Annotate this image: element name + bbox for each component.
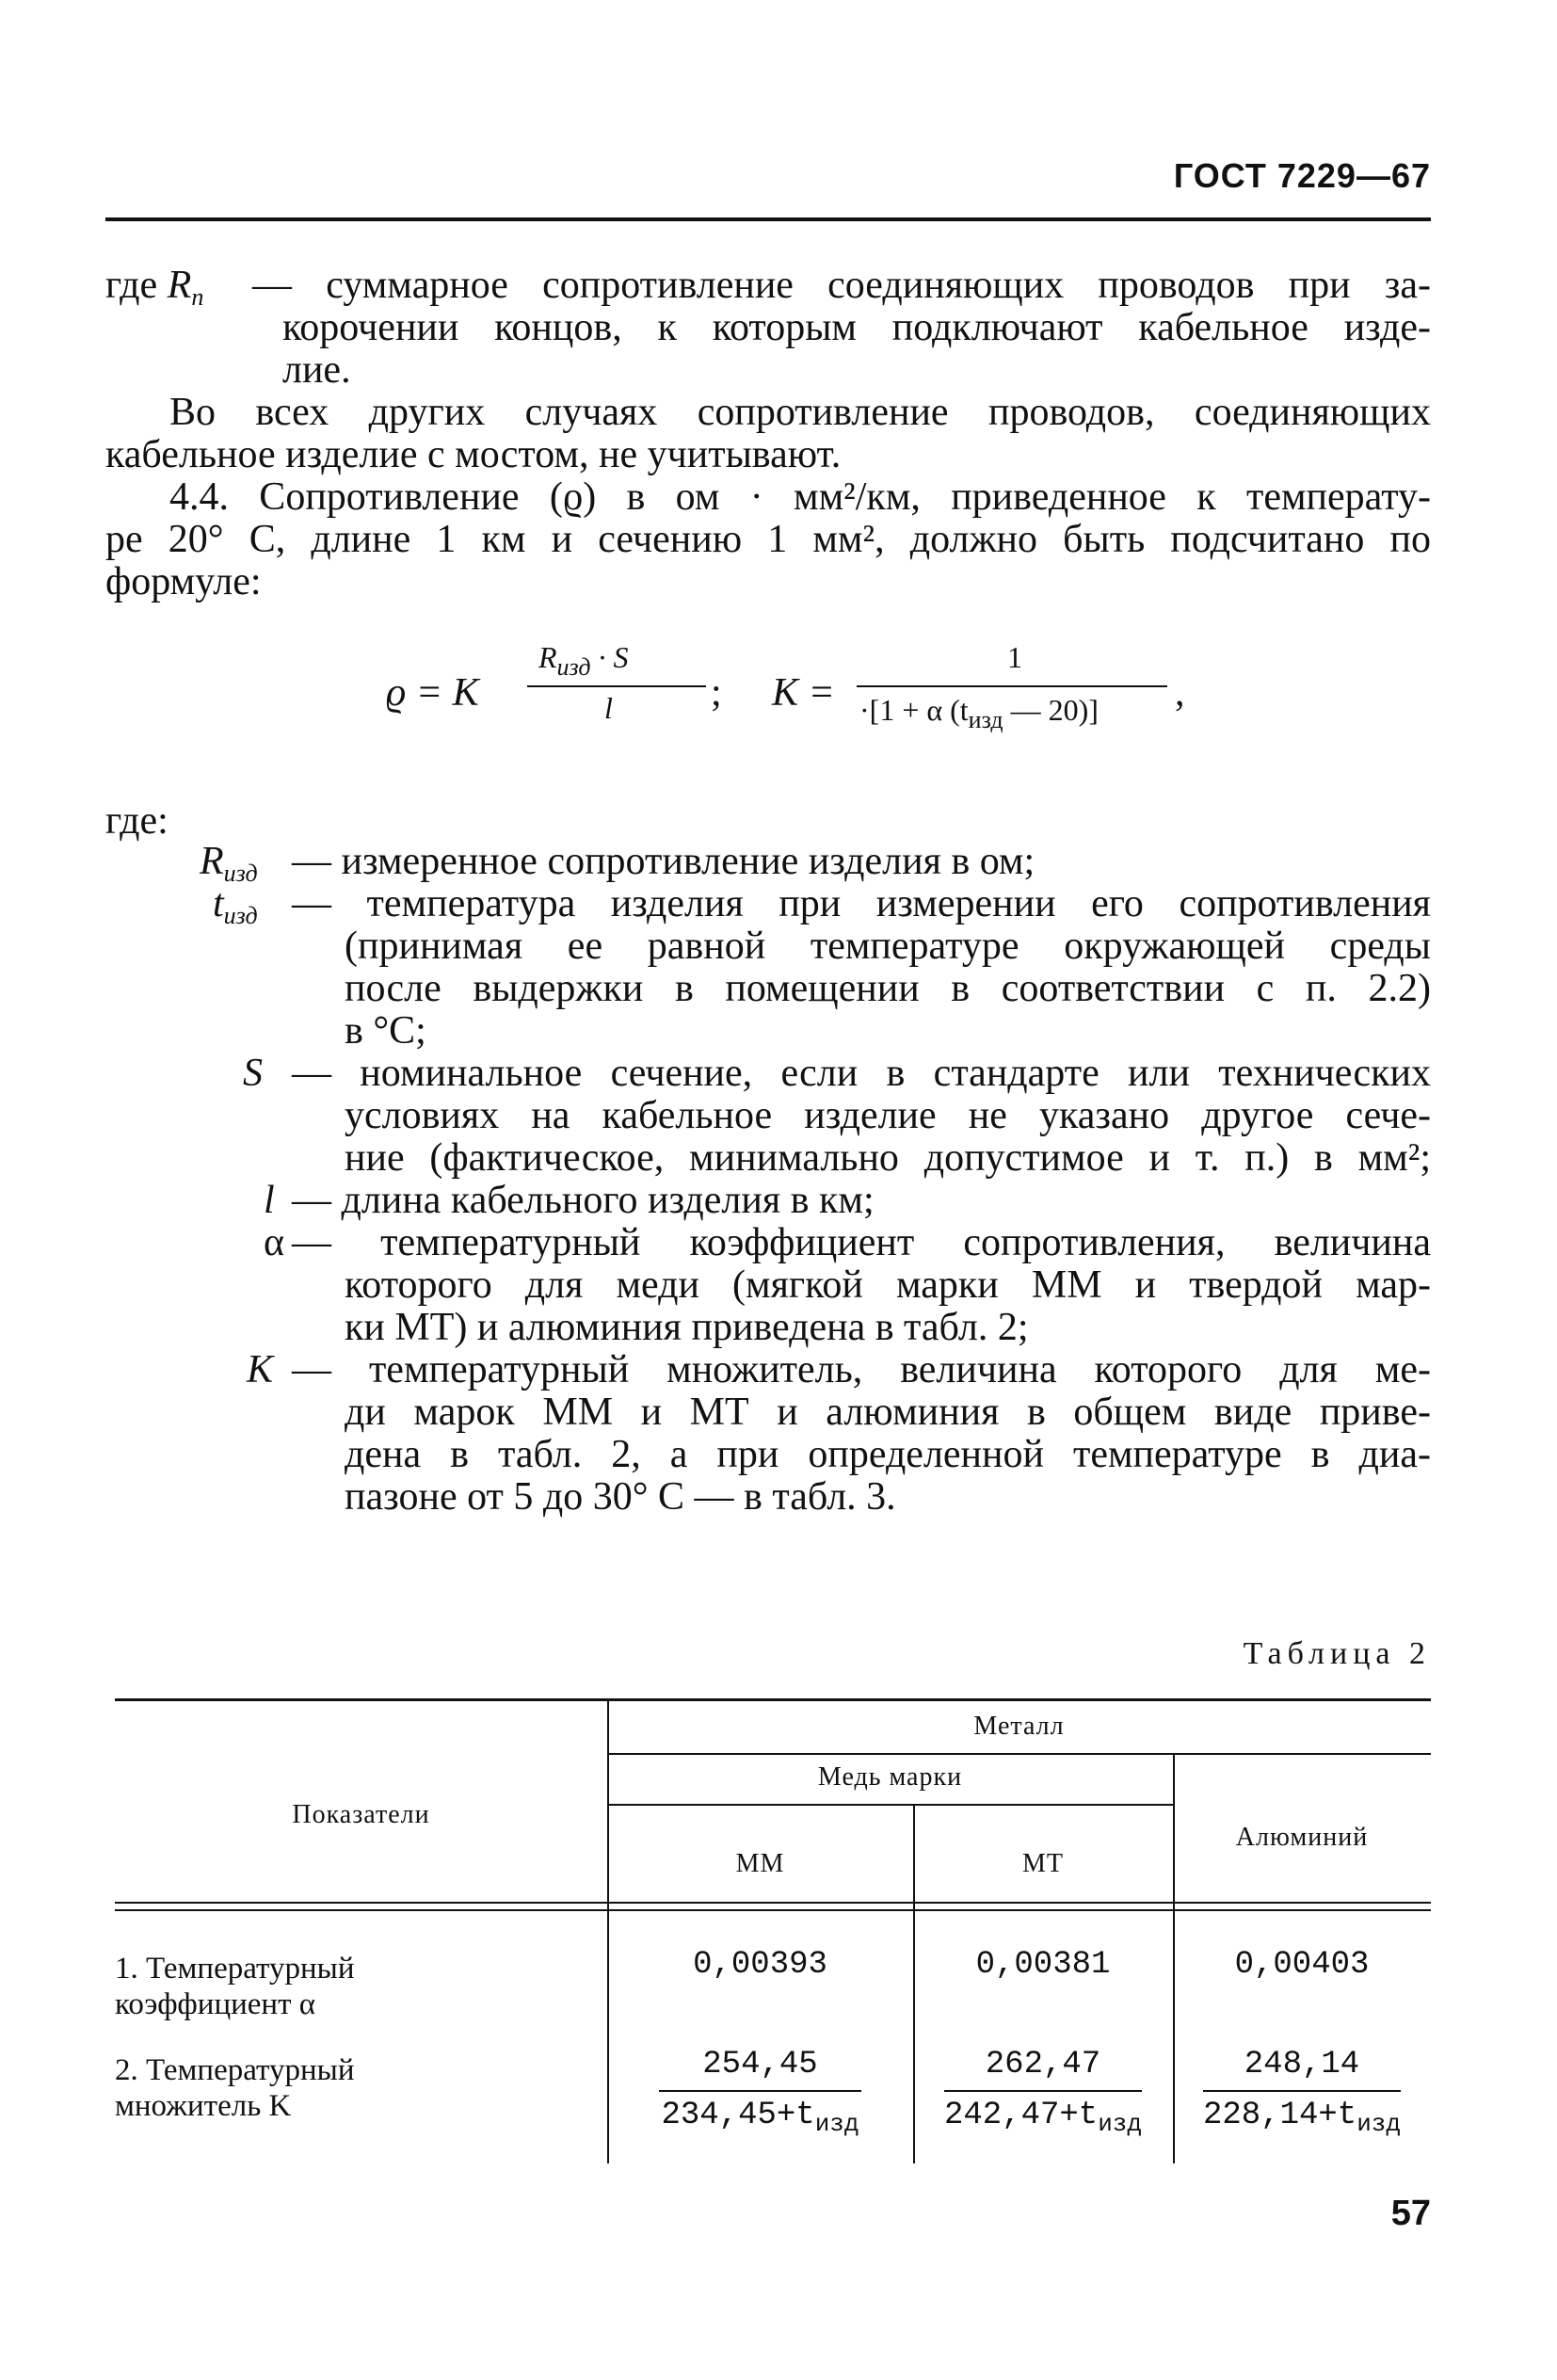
def-symbol-l: l xyxy=(264,1179,275,1222)
def-alpha-line-1: — температурный коэффициент сопротивления, величина xyxy=(292,1221,1431,1264)
def-k-line-1: — температурный множитель, величина которого для ме- xyxy=(292,1348,1431,1391)
row2-mm-numerator: 254,45 xyxy=(702,2047,818,2082)
def-symbol-alpha: α xyxy=(264,1221,285,1264)
def-t-line-2: (принимая ее равной температуре окружающей среды xyxy=(345,925,1431,968)
def-s-line-3: ние (фактическое, минимально допустимое и т. п.) в мм²; xyxy=(345,1136,1431,1180)
row1-mm: 0,00393 xyxy=(693,1947,827,1983)
def-t-line-4: в °С; xyxy=(345,1009,426,1053)
table-header-rule-1 xyxy=(115,1902,1431,1904)
def-r-line-1: — измеренное сопротивление изделия в ом; xyxy=(292,840,1035,883)
def-s-line-1: — номинальное сечение, если в стандарте или технических xyxy=(292,1052,1431,1095)
def-l-line-1: — длина кабельного изделия в км; xyxy=(292,1179,875,1222)
def-symbol-t: $t_{изд}$ xyxy=(213,882,258,929)
row1-label-line-2: коэффициент α xyxy=(115,1987,316,2021)
row1-mt: 0,00381 xyxy=(975,1947,1111,1983)
table-hline-metal xyxy=(607,1753,1431,1755)
formula: ϱ = K $R_{изд} \cdot S$ l ; K = 1 ·[1 + α ($t_{изд}$ — 20)] , xyxy=(386,640,1185,733)
para1-line-2: корочении концов, к которым подключают кабельное изде- xyxy=(282,306,1431,349)
header-mm: ММ xyxy=(735,1849,785,1878)
header-aluminum: Алюминий xyxy=(1235,1823,1369,1852)
def-t-line-3: после выдержки в помещении в соответствии с п. 2.2) xyxy=(345,967,1431,1010)
def-alpha-line-2: которого для меди (мягкой марки ММ и твердой мар- xyxy=(345,1263,1431,1307)
table-header-rule-2 xyxy=(115,1909,1431,1911)
def-symbol-s: S xyxy=(243,1052,263,1095)
symbol-rp: $R_п$ xyxy=(167,264,204,311)
row2-mt-bar xyxy=(944,2090,1142,2092)
row1-label-line-1: 1. Температурный xyxy=(115,1952,355,1986)
para1-line-1: — суммарное сопротивление соединяющих проводов при за- xyxy=(252,264,1431,307)
para3-line-2: ре 20° С, длине 1 км и сечению 1 мм², должно быть подсчитано по xyxy=(105,518,1431,561)
row2-al-numerator: 248,14 xyxy=(1244,2047,1360,2082)
row2-mm-bar xyxy=(659,2090,861,2092)
row2-al-denominator: $228,14+t_{изд}$ xyxy=(1202,2098,1402,2138)
def-k-line-2: ди марок ММ и МТ и алюминия в общем виде приве- xyxy=(345,1391,1431,1434)
def-symbol-k: K xyxy=(247,1348,274,1391)
header-indicators: Показатели xyxy=(292,1800,430,1829)
row2-al-bar xyxy=(1203,2090,1401,2092)
table-top-rule xyxy=(115,1698,1431,1701)
def-k-line-3: дена в табл. 2, а при определенной температуре в диа- xyxy=(345,1433,1431,1476)
para1-line-3: лие. xyxy=(282,348,351,392)
para2-line-1: Во всех других случаях сопротивление проводов, соединяющих xyxy=(169,391,1431,434)
def-alpha-line-3: ки МТ) и алюминия приведена в табл. 2; xyxy=(345,1306,1029,1349)
para3-line-3: формуле: xyxy=(105,560,262,603)
def-k-line-4: пазоне от 5 до 30° С — в табл. 3. xyxy=(345,1475,896,1519)
def-symbol-r: $R_{изд}$ xyxy=(200,840,258,887)
header-mt: МТ xyxy=(1022,1849,1064,1878)
table-hline-copper xyxy=(607,1804,1173,1806)
row2-mt-denominator: $242,47+t_{изд}$ xyxy=(943,2098,1143,2138)
header-metal: Металл xyxy=(973,1712,1065,1741)
para1-lead: где $R_п$ xyxy=(105,264,204,311)
header-copper: Медь марки xyxy=(817,1762,963,1792)
page-number: 57 xyxy=(1390,2194,1431,2233)
table-caption: Таблица 2 xyxy=(1243,1636,1431,1671)
row2-label-line-2: множитель K xyxy=(115,2089,292,2123)
header-rule xyxy=(105,217,1431,221)
para3-line-1: 4.4. Сопротивление (ϱ) в ом · мм²/км, приведенное к температу- xyxy=(169,475,1431,519)
def-t-line-1: — температура изделия при измерении его сопротивления xyxy=(292,882,1431,925)
row2-mm-denominator: $234,45+t_{изд}$ xyxy=(661,2098,859,2138)
row2-mt-numerator: 262,47 xyxy=(985,2047,1101,2082)
k-fraction-bar xyxy=(857,685,1167,687)
row1-al: 0,00403 xyxy=(1234,1947,1370,1983)
row2-label-line-1: 2. Температурный xyxy=(115,2053,355,2087)
def-s-line-2: условиях на кабельное изделие не указано другое сече- xyxy=(345,1094,1431,1137)
para2-line-2: кабельное изделие с мостом, не учитывают. xyxy=(105,433,842,476)
where-label: где: xyxy=(105,799,169,843)
rho-fraction-bar xyxy=(527,685,706,687)
standard-number: ГОСТ 7229—67 xyxy=(1173,156,1431,195)
